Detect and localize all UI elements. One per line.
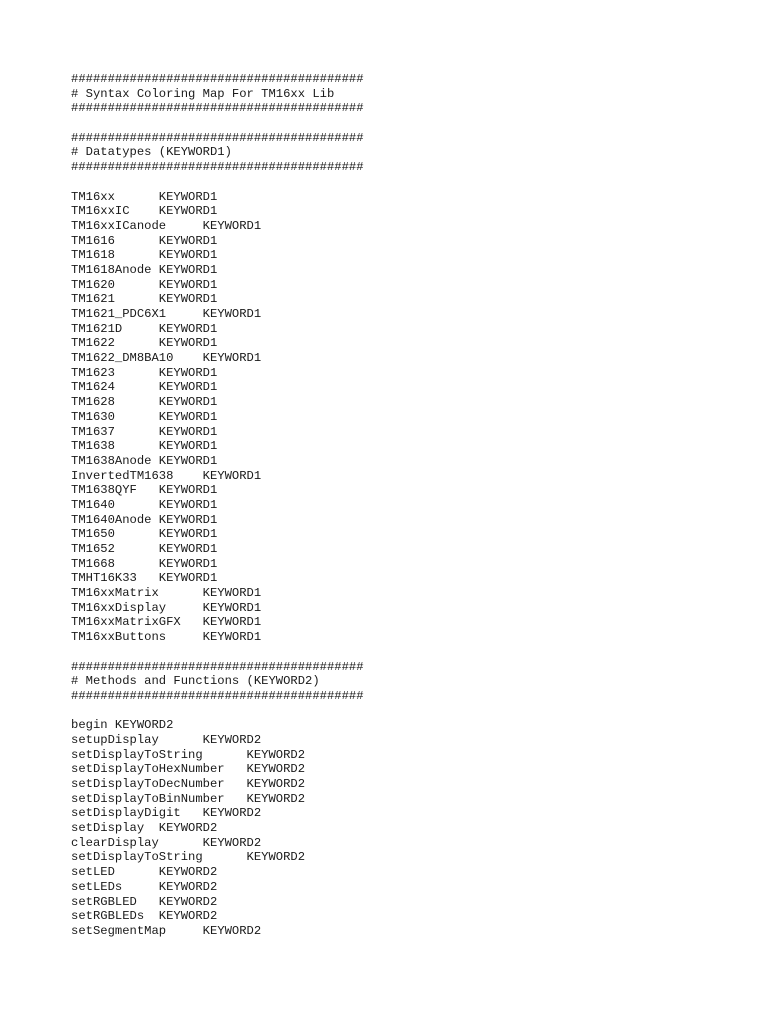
keyword-line: TMHT16K33 KEYWORD1 bbox=[71, 571, 218, 586]
keyword-line: TM1638QYF KEYWORD1 bbox=[71, 483, 218, 498]
blank-line bbox=[71, 116, 364, 131]
keyword-line: TM1637 KEYWORD1 bbox=[71, 424, 218, 439]
keyword-line: setLEDs KEYWORD2 bbox=[71, 879, 218, 894]
keyword-line: TM1668 KEYWORD1 bbox=[71, 556, 218, 571]
methods-rule-bottom: ######################################## bbox=[71, 688, 364, 703]
keyword-line: setLED KEYWORD2 bbox=[71, 865, 218, 880]
keyword-line: TM16xxDisplay KEYWORD1 bbox=[71, 600, 262, 615]
keyword-line: TM1616 KEYWORD1 bbox=[71, 233, 218, 248]
keyword-line: clearDisplay KEYWORD2 bbox=[71, 835, 262, 850]
blank-line bbox=[71, 645, 364, 660]
datatypes-rule-top: ######################################## bbox=[71, 130, 364, 145]
keyword-line: TM1620 KEYWORD1 bbox=[71, 277, 218, 292]
datatypes-list bbox=[71, 190, 364, 645]
keyword-line: TM1622_DM8BA10 KEYWORD1 bbox=[71, 351, 262, 366]
header-rule-top: ######################################## bbox=[71, 72, 364, 86]
keyword-line: TM1624 KEYWORD1 bbox=[71, 380, 218, 395]
keyword-line: setDisplayToString KEYWORD2 bbox=[71, 747, 306, 762]
methods-heading: # Methods and Functions (KEYWORD2) bbox=[71, 674, 320, 689]
keyword-line: TM1638Anode KEYWORD1 bbox=[71, 453, 218, 468]
keyword-line: TM1638 KEYWORD1 bbox=[71, 439, 218, 454]
keyword-line: setDisplay KEYWORD2 bbox=[71, 821, 218, 836]
keyword-line: setRGBLEDs KEYWORD2 bbox=[71, 909, 218, 924]
keyword-line: setDisplayToHexNumber KEYWORD2 bbox=[71, 762, 306, 777]
keyword-line: TM1640Anode KEYWORD1 bbox=[71, 512, 218, 527]
keyword-line: setupDisplay KEYWORD2 bbox=[71, 732, 262, 747]
datatypes-rule-bottom: ######################################## bbox=[71, 160, 364, 175]
keyword-line: TM16xxIC KEYWORD1 bbox=[71, 204, 218, 219]
keyword-line: TM16xx KEYWORD1 bbox=[71, 189, 218, 204]
methods-list bbox=[71, 718, 364, 938]
keyword-line: begin KEYWORD2 bbox=[71, 718, 174, 733]
keyword-line: setDisplayDigit KEYWORD2 bbox=[71, 806, 262, 821]
keyword-line: TM1618 KEYWORD1 bbox=[71, 248, 218, 263]
keyword-line: TM1621D KEYWORD1 bbox=[71, 321, 218, 336]
datatypes-heading: # Datatypes (KEYWORD1) bbox=[71, 145, 232, 160]
keyword-line: TM16xxICanode KEYWORD1 bbox=[71, 218, 262, 233]
blank-line bbox=[71, 175, 364, 190]
keyword-line: TM1652 KEYWORD1 bbox=[71, 542, 218, 556]
keyword-line: setDisplayToBinNumber KEYWORD2 bbox=[71, 791, 306, 806]
keyword-line: setSegmentMap KEYWORD2 bbox=[71, 923, 262, 938]
keyword-line: TM16xxMatrix KEYWORD1 bbox=[71, 586, 262, 601]
keyword-line: setDisplayToString KEYWORD2 bbox=[71, 850, 306, 865]
keywords-document bbox=[71, 72, 364, 939]
keyword-line: TM1621 KEYWORD1 bbox=[71, 292, 218, 307]
header-rule-bottom: ######################################## bbox=[71, 101, 364, 116]
keyword-line: setDisplayToDecNumber KEYWORD2 bbox=[71, 777, 306, 791]
keyword-line: TM1618Anode KEYWORD1 bbox=[71, 262, 218, 277]
header-title: # Syntax Coloring Map For TM16xx Lib bbox=[71, 86, 335, 101]
keyword-line: setRGBLED KEYWORD2 bbox=[71, 894, 218, 909]
blank-line bbox=[71, 704, 364, 719]
keyword-line: TM1650 KEYWORD1 bbox=[71, 527, 218, 542]
keyword-line: TM16xxButtons KEYWORD1 bbox=[71, 630, 262, 645]
keyword-line: InvertedTM1638 KEYWORD1 bbox=[71, 468, 262, 483]
keyword-line: TM1640 KEYWORD1 bbox=[71, 497, 218, 512]
keyword-line: TM1621_PDC6X1 KEYWORD1 bbox=[71, 307, 262, 321]
keyword-line: TM1628 KEYWORD1 bbox=[71, 395, 218, 410]
methods-rule-top: ######################################## bbox=[71, 659, 364, 674]
keyword-line: TM16xxMatrixGFX KEYWORD1 bbox=[71, 615, 262, 630]
keyword-line: TM1630 KEYWORD1 bbox=[71, 409, 218, 424]
keyword-line: TM1622 KEYWORD1 bbox=[71, 336, 218, 351]
keyword-line: TM1623 KEYWORD1 bbox=[71, 365, 218, 380]
